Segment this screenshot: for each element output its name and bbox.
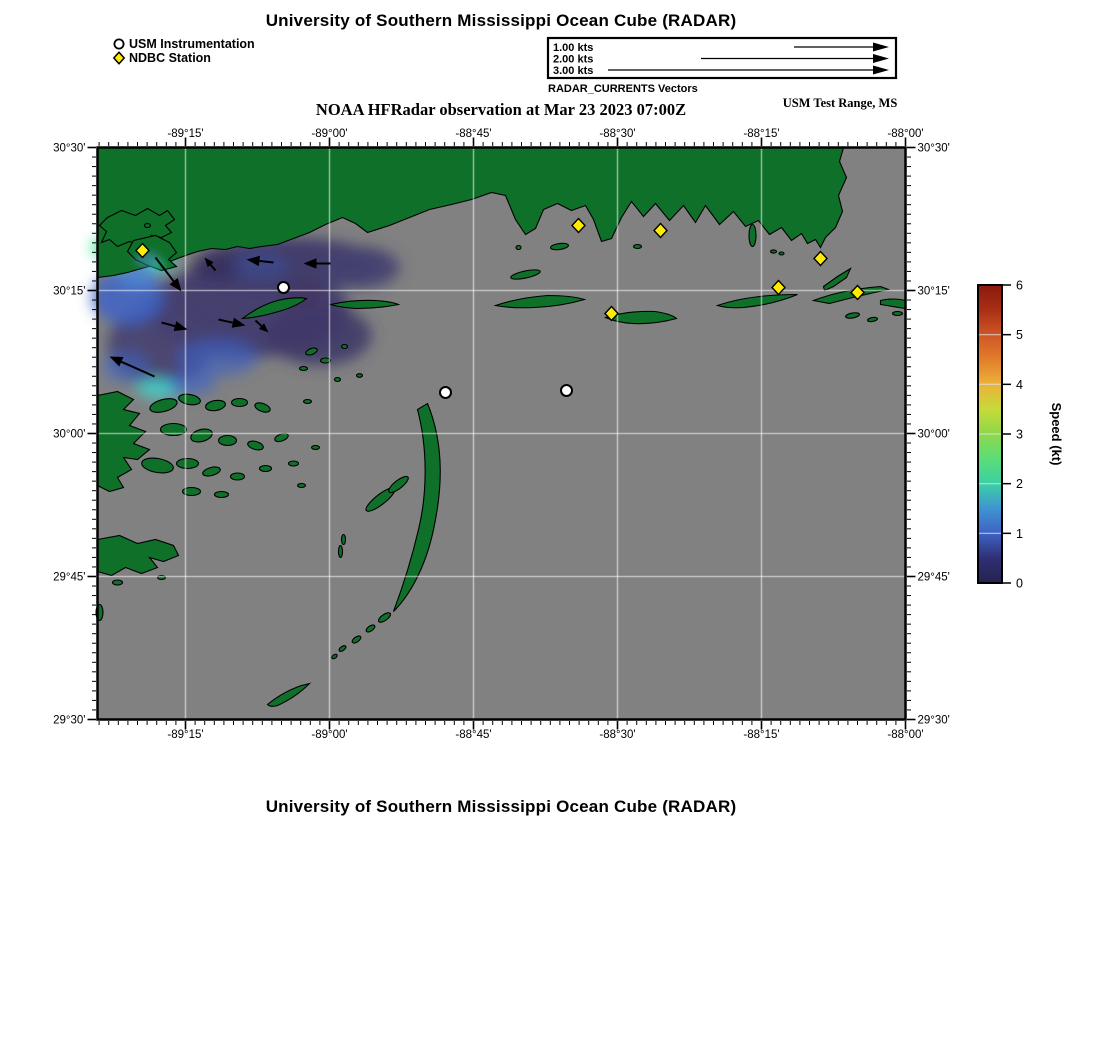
bottom-title: University of Southern Mississippi Ocean Cube (RADAR) <box>265 797 737 816</box>
axis-tick-label: -88°30' <box>599 128 636 140</box>
axis-tick-label: -88°15' <box>743 729 780 741</box>
axis-tick-label: 29°30' <box>53 714 86 727</box>
speed-field-blob <box>320 247 400 289</box>
legend-label-ndbc: NDBC Station <box>129 51 211 65</box>
lagoon-islet <box>145 224 151 228</box>
usm-instrumentation-marker <box>561 385 572 396</box>
axis-tick-label: 29°30' <box>917 714 950 727</box>
map-canvas <box>88 138 916 730</box>
axis-tick-label: -88°00' <box>887 729 924 741</box>
colorbar-tick-label: 3 <box>1016 427 1023 442</box>
vector-scale-label: 1.00 kts <box>553 42 594 54</box>
axis-tick-label: 30°00' <box>53 428 86 441</box>
axis-tick-label: 29°45' <box>917 571 950 584</box>
colorbar-tick-label: 0 <box>1016 576 1023 591</box>
axis-tick-label: -89°15' <box>167 128 204 140</box>
colorbar-tick-label: 2 <box>1016 477 1023 492</box>
axis-tick-label: -88°15' <box>743 128 780 140</box>
axis-tick-label: -88°30' <box>599 729 636 741</box>
colorbar-tick-label: 5 <box>1016 328 1023 343</box>
speed-field-blob <box>233 253 289 279</box>
speed-field-blob <box>178 339 258 377</box>
colorbar-tick-label: 1 <box>1016 526 1023 541</box>
axis-tick-label: -89°00' <box>311 128 348 140</box>
vector-scale-label: 3.00 kts <box>553 65 594 77</box>
legend-label-usm: USM Instrumentation <box>129 37 255 51</box>
axis-tick-label: 30°15' <box>917 285 950 298</box>
colorbar <box>978 279 1064 591</box>
vector-scale-caption: RADAR_CURRENTS Vectors <box>548 83 698 95</box>
axis-tick-label: -89°00' <box>311 729 348 741</box>
axis-tick-label: 30°00' <box>917 428 950 441</box>
axis-tick-label: 30°30' <box>53 142 86 155</box>
axis-tick-label: 30°15' <box>53 285 86 298</box>
observation-subtitle: NOAA HFRadar observation at Mar 23 2023 07:00Z <box>315 100 687 119</box>
usm-instrumentation-marker <box>440 387 451 398</box>
vector-scale-box <box>548 38 896 78</box>
axis-tick-label: -88°45' <box>455 128 492 140</box>
speed-field-blob <box>168 372 216 396</box>
speed-field-blob <box>268 306 372 366</box>
axis-tick-label: -89°15' <box>167 729 204 741</box>
usm-instrumentation-marker <box>278 282 289 293</box>
axis-tick-label: -88°45' <box>455 729 492 741</box>
axis-tick-label: -88°00' <box>887 128 924 140</box>
colorbar-tick-label: 4 <box>1016 377 1023 392</box>
axis-tick-label: 29°45' <box>53 571 86 584</box>
axis-tick-label: 30°30' <box>917 142 950 155</box>
region-label: USM Test Range, MS <box>782 96 898 110</box>
page-title: University of Southern Mississippi Ocean Cube (RADAR) <box>265 11 737 30</box>
vector-scale-label: 2.00 kts <box>553 53 594 66</box>
colorbar-tick-label: 6 <box>1016 278 1023 293</box>
colorbar-axis-label: Speed (kt) <box>1049 402 1064 466</box>
speed-field-blob <box>102 352 150 384</box>
